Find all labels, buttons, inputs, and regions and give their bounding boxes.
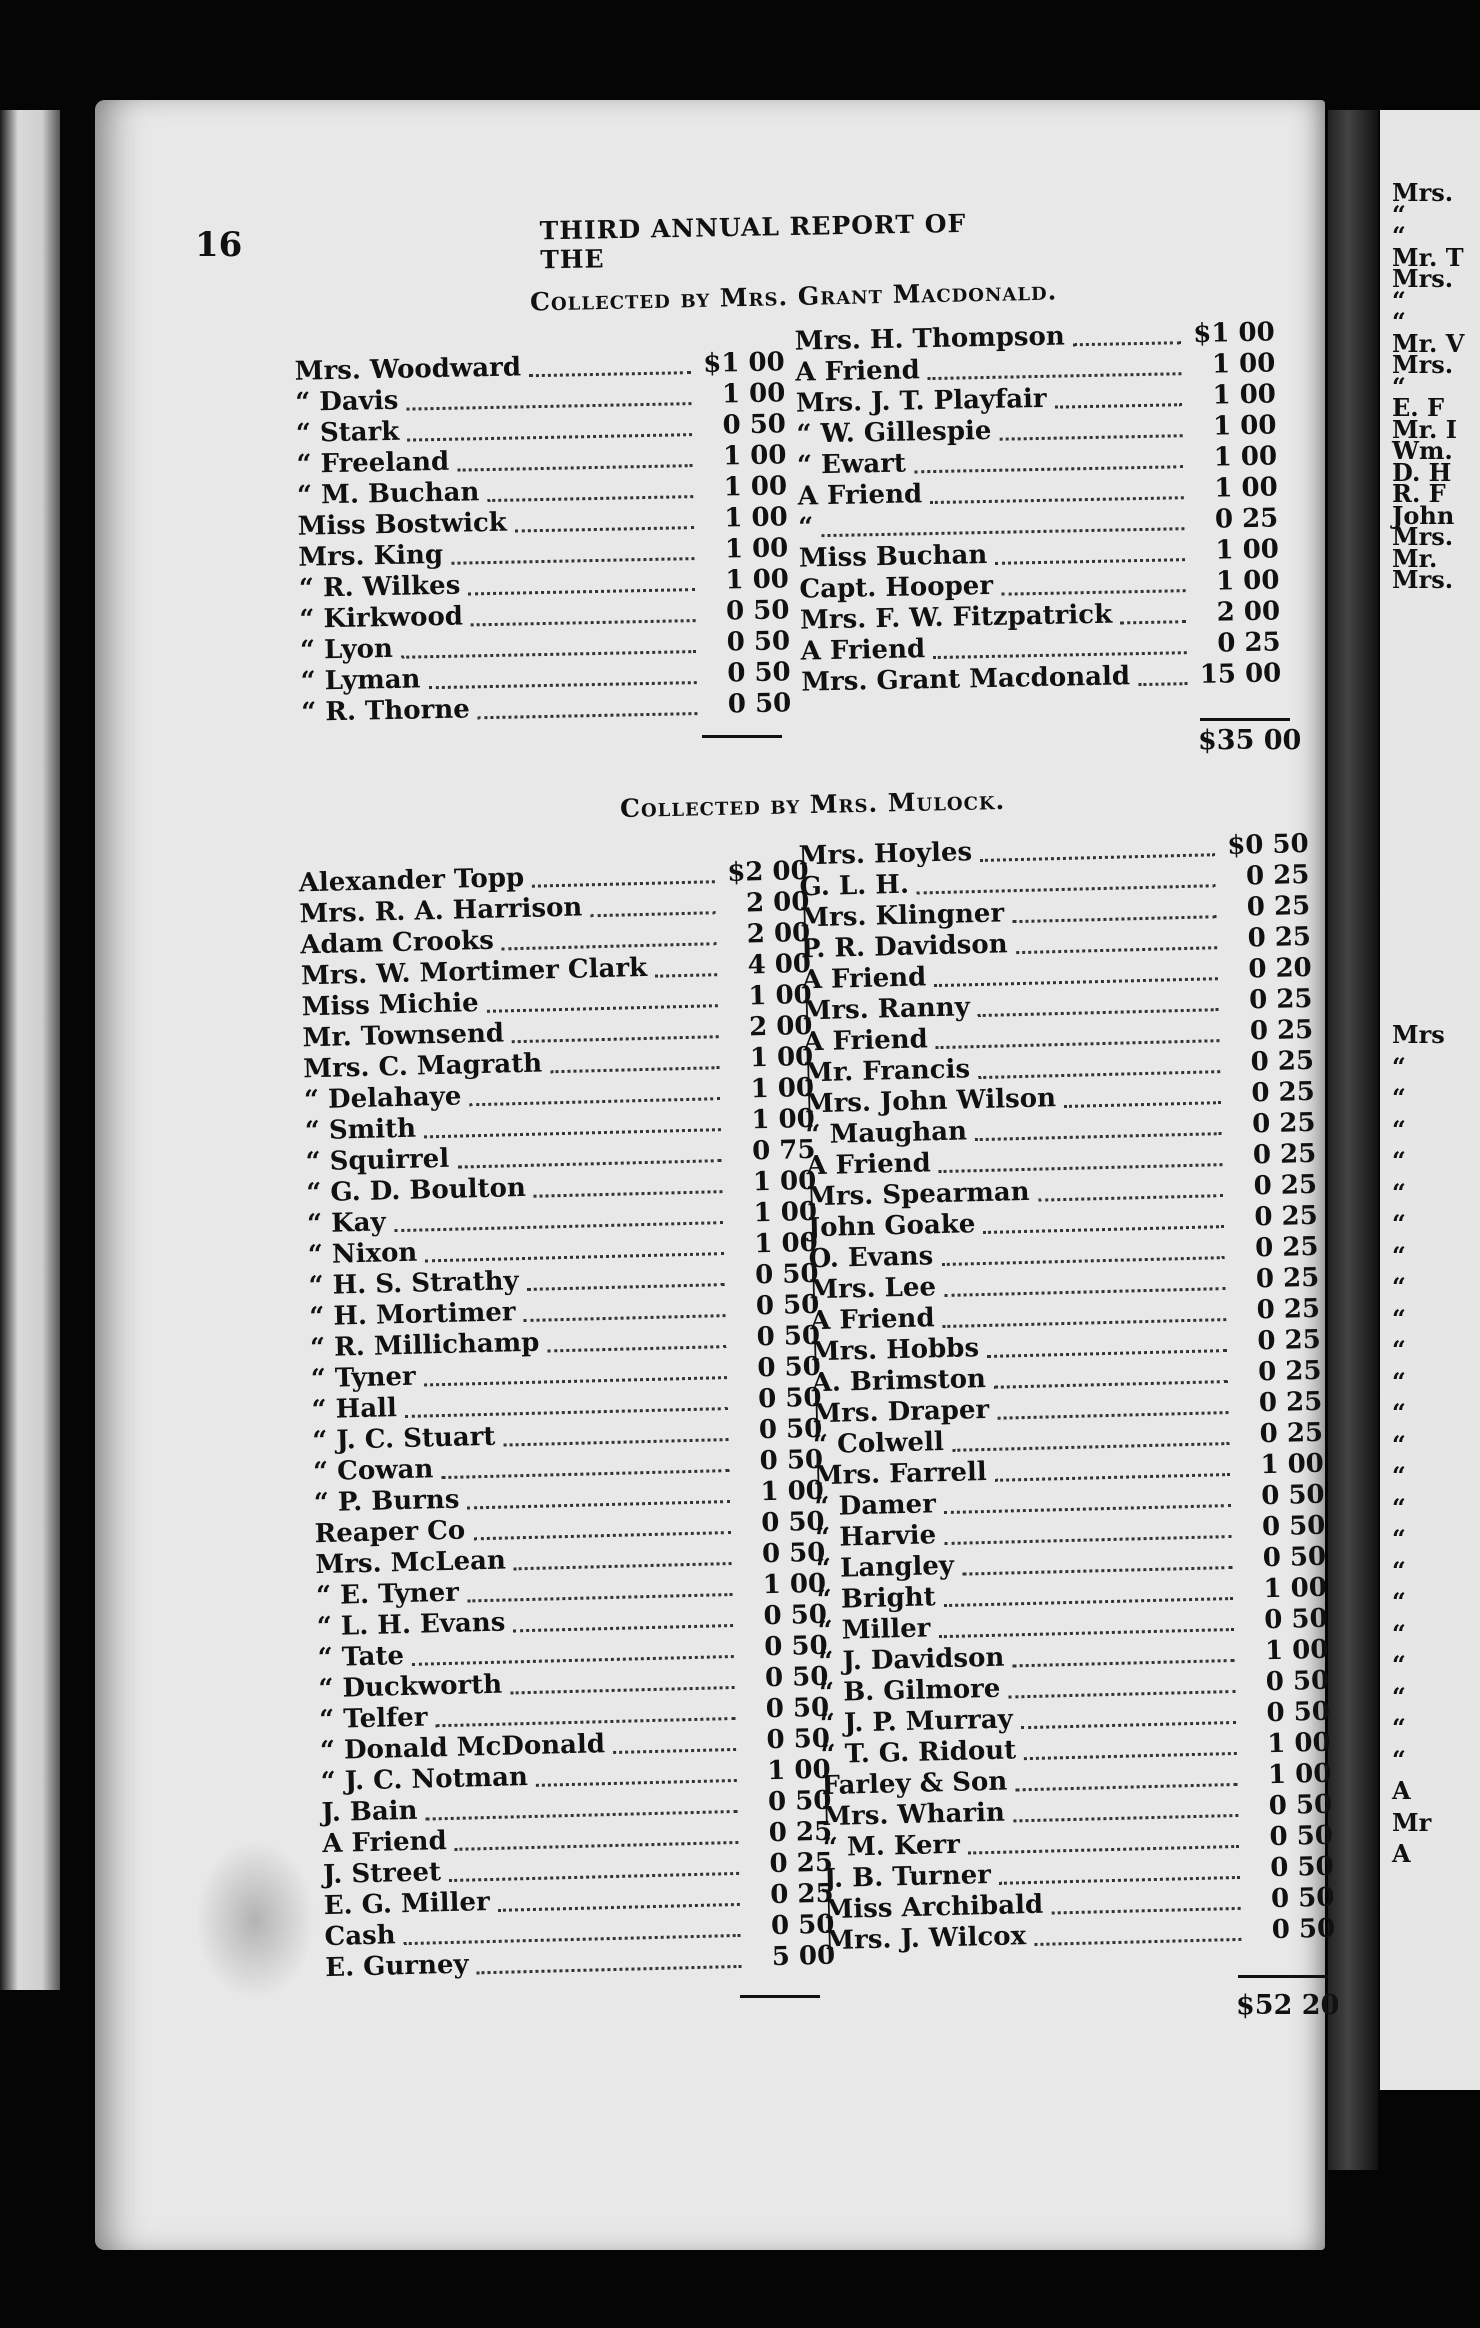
donation-amount: 0 50 [1261,1510,1326,1543]
donation-amount: 0 50 [1263,1603,1328,1636]
donation-amount: 0 50 [722,409,787,441]
donor-name: “ R. Thorne [301,694,471,728]
next-page-fragment: “ [1392,1366,1406,1396]
donation-amount: 1 00 [723,471,788,503]
next-page-fragment: Mr. [1392,543,1438,573]
donor-name: Mrs. C. Magrath [302,1048,543,1085]
next-page-fragment: “ [1392,1524,1406,1553]
donor-name: Mrs. F. W. Fitzpatrick [799,599,1113,636]
donation-amount: 0 50 [1266,1696,1331,1729]
donor-name: “ J. Davidson [818,1642,1005,1678]
next-page-fragment: “ [1392,1555,1406,1585]
donor-name: “ J. P. Murray [819,1704,1014,1740]
donation-amount: 0 25 [1258,1386,1323,1419]
donation-amount: 0 50 [767,1785,832,1818]
next-page-fragment: “ [1392,307,1406,336]
donor-name: “ Freeland [296,446,450,480]
donation-amount: 0 50 [1270,1882,1335,1915]
next-page-fragment: “ [1392,1051,1406,1081]
donation-amount: 1 00 [762,1568,827,1601]
next-page-fragment: John [1392,500,1455,530]
donation-amount: 1 00 [749,1041,814,1074]
macdonald-left-column [294,347,791,728]
donor-name: A. Brimston [811,1363,987,1399]
donation-amount: 1 00 [751,1103,816,1136]
donor-name: “ Maughan [805,1116,968,1151]
donor-name: Mr. Townsend [302,1018,505,1054]
next-page-fragment: A [1392,1776,1411,1805]
donation-amount: 0 20 [1248,952,1313,985]
mulock-right-column [798,829,1335,1957]
donation-amount: $0 50 [1226,828,1310,861]
donor-name: Farley & Son [821,1766,1008,1802]
donation-amount: 1 00 [766,1754,831,1787]
donation-amount: 1 00 [722,440,787,472]
donor-name: Mrs. Draper [812,1394,990,1430]
donor-name: Mrs. Farrell [813,1456,988,1492]
donation-amount: 1 00 [753,1196,818,1229]
next-page-fragment: “ [1392,1335,1406,1364]
next-page-fragment: “ [1392,199,1406,229]
donor-name: “ L. H. Evans [316,1607,506,1643]
donation-amount: 5 00 [771,1940,836,1973]
donor-name: A Friend [802,1024,929,1058]
donation-amount: 2 00 [746,917,811,950]
donation-amount: 1 00 [1267,1758,1332,1791]
donation-amount: 1 00 [725,564,790,596]
donation-amount: 1 00 [754,1227,819,1260]
next-page-fragment: “ [1392,1650,1406,1679]
donor-name: “ E. Tyner [315,1577,460,1612]
donor-name: “ T. G. Ridout [820,1735,1017,1771]
donor-name: “ Tyner [310,1361,417,1395]
donor-name: A Friend [321,1826,448,1860]
next-page-fragment: “ [1392,1713,1406,1742]
donation-amount: 0 75 [751,1134,816,1167]
next-page-fragment: “ [1392,1587,1406,1616]
donation-amount: 0 25 [1257,1324,1322,1357]
donation-amount: 0 25 [1248,983,1313,1016]
next-page-fragment: A [1392,1839,1411,1868]
donation-amount: 2 00 [748,1010,813,1043]
next-page-fragment: “ [1392,1146,1406,1175]
donor-name: Reaper Co [314,1515,466,1550]
donor-name: Miss Archibald [824,1889,1044,1926]
mulock-left-column [298,856,835,1984]
donation-amount: 0 25 [1253,1169,1318,1202]
donation-amount: 0 25 [769,1847,834,1880]
next-page-fragment: “ [1392,1618,1406,1648]
next-page-fragment: “ [1392,221,1406,250]
donor-name: A Friend [797,479,923,512]
next-page-fragment: Mrs. [1392,522,1454,551]
next-page-fragment: “ [1392,1114,1406,1144]
next-page-fragment: Mr. V [1392,328,1465,358]
donation-amount: 1 00 [752,1165,817,1198]
donation-amount: 0 50 [754,1258,819,1291]
donor-name: “ M. Kerr [822,1829,961,1864]
dot-leader [654,942,717,978]
donation-amount: 0 25 [768,1816,833,1849]
donor-name: Mrs. Hoyles [798,837,973,872]
next-page-fragment: E. F [1392,393,1445,422]
running-head: THIRD ANNUAL REPORT OF THE [539,208,967,275]
donation-amount: 0 50 [1262,1541,1327,1574]
donor-name: G. L. H. [799,869,910,903]
page-stain [195,1840,315,2000]
mulock-total-rule [1238,1975,1328,1978]
donation-amount: 1 00 [1212,379,1277,411]
donation-amount: 2 00 [745,886,810,919]
donation-amount: 4 00 [747,948,812,981]
donor-name: Miss Bostwick [297,507,508,542]
donor-name: “ R. Wilkes [298,570,461,604]
donor-name: O. Evans [808,1241,934,1275]
next-page-fragment: “ [1392,1461,1406,1490]
donor-name: “ Smith [304,1113,417,1147]
donation-amount: 0 25 [1246,890,1311,923]
donation-amount: $1 00 [702,347,785,379]
donation-amount: 0 50 [765,1692,830,1725]
next-page-fragment: “ [1392,1177,1406,1207]
donor-name: Mrs. Lee [809,1272,937,1306]
donor-name: P. R. Davidson [800,929,1008,965]
donation-amount: 1 00 [1214,472,1278,504]
section-title-mulock: Collected by Mrs. Mulock. [619,785,1006,824]
next-page-fragment: “ [1392,371,1406,401]
donor-name: “ Bright [816,1582,936,1616]
donor-name: Alexander Topp [298,862,525,899]
donor-name: “ Ewart [796,448,907,481]
dot-leader [1120,589,1187,624]
donation-amount: 0 50 [756,1320,821,1353]
donor-name: Miss Michie [301,988,479,1023]
donation-amount: 0 25 [1249,1014,1314,1047]
donation-amount: 2 00 [1216,596,1281,628]
donor-name: “ Colwell [812,1427,945,1461]
donor-name: Mrs. Spearman [806,1176,1030,1213]
donor-name: Capt. Hooper [799,570,994,605]
donation-amount: 0 50 [726,626,791,658]
donation-amount: 0 25 [1259,1417,1324,1450]
donor-name: “ G. D. Boulton [306,1172,527,1209]
donation-amount: $2 00 [726,855,810,888]
next-page-fragment: “ [1392,1209,1406,1238]
donor-name: Mrs. J. Wilcox [824,1921,1027,1957]
donor-name: “ Hall [311,1393,398,1426]
donor-name: “ W. Gillespie [796,415,992,450]
mulock-total: $52 20 [1236,1990,1340,2021]
donor-name: J. Street [322,1857,442,1891]
donation-amount: 0 50 [761,1537,826,1570]
donation-amount: 1 00 [760,1475,825,1508]
donation-amount: 1 00 [724,502,788,534]
donor-name: Miss Buchan [798,539,988,574]
donor-name: “ R. Millichamp [309,1327,540,1364]
donor-name: “ P. Burns [313,1484,460,1519]
donor-name: Mrs. Ranny [802,992,971,1027]
donation-amount: 0 50 [1269,1820,1334,1853]
donor-name: “ Tate [317,1641,405,1674]
donation-amount: 0 25 [1251,1107,1316,1140]
dot-leader [1138,651,1188,686]
donor-name: A Friend [806,1148,932,1182]
next-page-fragment: “ [1392,1744,1406,1774]
next-page-fragment: “ [1392,1398,1406,1427]
next-page-fragment: “ [1392,1240,1406,1270]
donation-amount: 0 50 [727,657,791,689]
donor-name: Cash [324,1920,396,1953]
donation-amount: 0 50 [764,1661,829,1694]
donor-name: J. Bain [321,1795,418,1829]
dot-leader [477,681,697,719]
donor-name: “ Stark [295,416,400,449]
donation-amount: 0 50 [1265,1665,1330,1698]
donation-amount: 0 50 [757,1351,822,1384]
page-number: 16 [195,225,243,265]
donation-amount: 1 00 [721,378,786,410]
donation-amount: 1 00 [1264,1634,1329,1667]
donor-name: Mrs. J. T. Playfair [795,383,1047,419]
next-page-fragment: Mrs. [1392,178,1454,207]
donor-name: Mrs. McLean [315,1545,507,1581]
donor-name: “ Kay [306,1207,387,1240]
donation-amount: 0 50 [1268,1789,1333,1822]
next-page-fragment: “ [1392,1272,1406,1301]
donation-amount: 0 50 [725,595,790,627]
donor-name: “ Lyon [299,633,394,666]
donation-amount: 0 25 [1254,1200,1319,1233]
donor-name: Mrs. Hobbs [810,1333,980,1368]
macdonald-total-rule [1200,718,1290,721]
donation-amount: 0 50 [1271,1913,1336,1946]
next-page-fragment: “ [1392,1303,1406,1333]
donation-amount: 1 00 [1215,534,1280,566]
donation-amount: 1 00 [1266,1727,1331,1760]
macdonald-total: $35 00 [1198,725,1302,756]
donation-amount: 0 50 [755,1289,820,1322]
donor-name: Mrs. Woodward [294,352,522,387]
donation-amount: 0 50 [758,1413,823,1446]
donor-name: “ Delahaye [303,1081,462,1116]
donor-name: Mrs. King [298,539,444,573]
next-page-fragment: “ [1392,1492,1406,1522]
donor-name: E. Gurney [324,1949,469,1984]
donation-amount: 1 00 [748,979,813,1012]
donor-name: “ Harvie [815,1520,937,1554]
donation-amount: 0 50 [727,688,792,720]
next-page-fragment: “ [1392,1083,1406,1112]
next-page-fragment: “ [1392,1681,1406,1711]
donation-amount: 0 50 [757,1382,822,1415]
donation-amount: 0 25 [1256,1293,1321,1326]
donor-name: “ Kirkwood [299,601,464,635]
macdonald-left-rule [702,735,782,738]
next-page-fragment: Mrs. [1392,565,1454,594]
donor-name: E. G. Miller [323,1887,491,1922]
donation-amount: 0 50 [766,1723,831,1756]
donor-name: Mrs. John Wilson [804,1083,1057,1120]
next-page-peek [1380,110,1480,2090]
donor-name: “ M. Buchan [296,477,480,511]
donor-name: “ Duckworth [318,1669,503,1705]
donation-amount: 1 00 [1263,1572,1328,1605]
donation-amount: 1 00 [724,533,789,565]
donation-amount: 0 25 [1252,1138,1317,1171]
previous-page-edge [0,110,60,1990]
donor-name: “ J. C. Stuart [312,1421,496,1457]
donor-name: A Friend [801,962,927,996]
donor-name: A Friend [795,355,921,388]
donation-amount: 0 50 [770,1909,835,1942]
dot-leader [476,1934,741,1974]
next-page-fragment: Mrs. [1392,264,1454,293]
donor-name: A Friend [800,634,926,667]
donation-amount: 1 00 [750,1072,815,1105]
donor-name: “ Lyman [300,664,421,697]
donation-amount: 0 25 [769,1878,835,1911]
donor-name: “ Telfer [318,1702,428,1736]
donor-name: “ B. Gilmore [818,1673,1001,1709]
donation-amount: 0 25 [1245,859,1310,892]
donor-name: Mrs. Grant Macdonald [801,661,1131,698]
donation-amount: 1 00 [1215,565,1280,597]
donor-name: “ Davis [295,385,399,418]
donor-name: “ [798,512,814,543]
donation-amount: 0 25 [1251,1076,1316,1109]
donor-name: “ Langley [815,1550,955,1585]
donation-amount: 0 25 [1254,1231,1319,1264]
donation-amount: 0 50 [760,1506,825,1539]
donor-name: “ Nixon [307,1237,418,1271]
donor-name: Mrs. W. Mortimer Clark [300,952,648,992]
donor-name: Mrs. Klingner [799,898,1005,934]
next-page-fragment: Mrs. [1392,350,1454,379]
next-page-fragment: Mr. T [1392,242,1464,272]
donation-amount: $1 00 [1192,317,1275,349]
donation-amount: 0 25 [1250,1045,1315,1078]
donor-name: “ Damer [814,1489,937,1523]
donor-name: J. B. Turner [823,1860,992,1895]
book-gutter [1328,110,1378,2170]
donation-amount: 0 50 [1269,1851,1335,1884]
donation-amount: 0 25 [1255,1262,1320,1295]
donor-name: Mr. Francis [803,1054,971,1089]
donation-amount: 0 50 [759,1444,824,1477]
next-page-fragment: Mrs [1392,1020,1445,1049]
dot-leader [1033,1907,1241,1946]
donation-amount: 0 25 [1214,503,1279,535]
donor-name: Mrs. H. Thompson [794,321,1066,357]
donation-amount: 0 25 [1257,1355,1322,1388]
donor-name: Adam Crooks [299,925,495,961]
next-page-fragment: Mr [1392,1807,1432,1837]
mulock-left-rule [740,1995,820,1998]
donor-name: “ Squirrel [305,1143,450,1178]
donation-amount: 0 50 [763,1630,828,1663]
donation-amount: 1 00 [1212,410,1277,442]
donation-amount: 1 00 [1213,441,1278,473]
section-title-macdonald: Collected by Mrs. Grant Macdonald. [529,276,1058,317]
donation-amount: 0 25 [1247,921,1312,954]
next-page-fragment: Mr. I [1392,414,1457,444]
donor-name: “ H. Mortimer [309,1297,516,1333]
donor-name: “ Cowan [312,1454,434,1488]
next-page-fragment: “ [1392,1429,1406,1459]
donation-amount: 1 00 [1260,1448,1325,1481]
donor-name: A Friend [809,1303,935,1337]
donor-name: “ Miller [817,1613,931,1647]
donation-amount: 15 00 [1199,658,1282,690]
donation-amount: 0 50 [1260,1479,1325,1512]
next-page-fragment: D. H [1392,457,1452,487]
next-page-fragment: Wm. [1392,436,1453,465]
donation-amount: 0 50 [763,1599,828,1632]
donation-amount: 0 25 [1217,627,1281,659]
donor-name: John Goake [807,1209,976,1244]
donor-name: Mrs. Wharin [821,1797,1006,1833]
donor-name: “ Donald McDonald [319,1729,606,1767]
macdonald-right-column [794,317,1281,698]
donor-name: “ J. C. Notman [320,1762,529,1798]
next-page-fragment: “ [1392,285,1406,315]
donation-amount: 1 00 [1211,348,1276,380]
donor-name: Mrs. R. A. Harrison [299,892,583,930]
next-page-fragment: R. F [1392,479,1446,508]
donor-name: “ H. S. Strathy [308,1266,519,1302]
